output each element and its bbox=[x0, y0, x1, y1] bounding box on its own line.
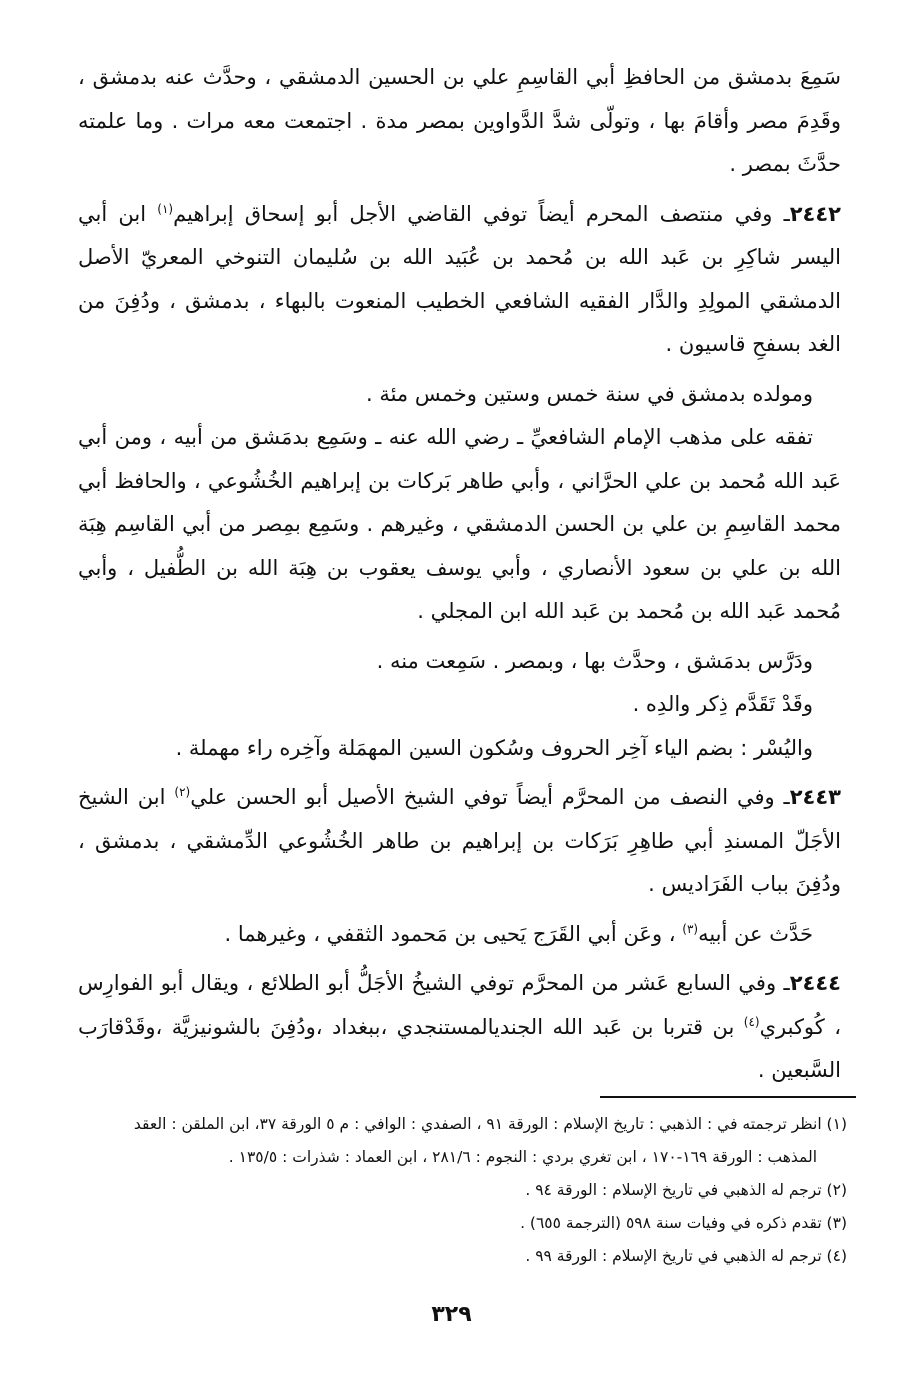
entry-2442 bbox=[78, 193, 841, 367]
footnote-divider bbox=[600, 1096, 856, 1098]
footnote-2: (٢) ترجم له الذهبي في تاريخ الإسلام : الورقة ٩٤ . bbox=[525, 1181, 847, 1199]
page-number: ٣٢٩ bbox=[431, 1302, 472, 1327]
entry-2443 bbox=[78, 776, 841, 907]
main-text bbox=[78, 56, 841, 1093]
entry-body-text: بن قتربا بن عَبد الله الجنديالمستنجدي ،ببغداد ،ودُفِنَ بالشونيزيَّة ،وقَدْقارَب السَّبعين . bbox=[78, 1014, 841, 1082]
footnote-1-continued: المذهب : الورقة ١٦٩-١٧٠ ، ابن تغري بردي : النجوم : ٢٨١/٦ ، ابن العماد : شذرات : ١٣٥/٥ . bbox=[228, 1148, 817, 1166]
footnote-1: (١) انظر ترجمته في : الذهبي : تاريخ الإسلام : الورقة ٩١ ، الصفدي : الوافي : م ٥ الورقة ٣٧، ابن الملقن : العقد bbox=[133, 1115, 847, 1133]
footnote-marker[interactable]: (٤) bbox=[743, 1014, 760, 1029]
entry-number: ٢٤٤٣ bbox=[789, 785, 841, 809]
footnote-4: (٤) ترجم له الذهبي في تاريخ الإسلام : الورقة ٩٩ . bbox=[525, 1247, 847, 1265]
paragraph-bio-continued: سَمِعَ بدمشق من الحافظِ أبي القاسِمِ علي بن الحسين الدمشقي ، وحدَّث عنه بدمشق ، وقَدِمَ مصر وأقامَ بها ، وتولّى شدَّ الدَّواوين بمصر مدة . اجتمعت معه مرات . وما علمته حدَّثَ بمصر . bbox=[78, 65, 841, 176]
footnotes-section bbox=[78, 1108, 847, 1273]
entry-body-text: ابن الشيخ الأجَلّ المسندِ أبي طاهِرِ بَرَكات بن إبراهيم بن طاهر الخُشُوعي الدِّمشقي ، بدمشق ، ودُفِنَ بباب الفَرَاديس . bbox=[78, 785, 841, 896]
entry-number: ٢٤٤٤ bbox=[789, 971, 841, 995]
footnote-marker[interactable]: (١) bbox=[157, 201, 174, 216]
paragraph-text: حَدَّث عن أبيه bbox=[698, 921, 813, 946]
entry-heading-text: ـ وفي النصف من المحرَّم أيضاً توفي الشيخ الأصيل أبو الحسن علي bbox=[190, 785, 790, 809]
footnote-3: (٣) تقدم ذكره في وفيات سنة ٥٩٨ (الترجمة ٦٥٥) . bbox=[520, 1214, 847, 1232]
paragraph-father: وقَدْ تَقَدَّم ذِكر والدِه . bbox=[632, 692, 813, 716]
footnote-marker[interactable]: (٢) bbox=[174, 785, 191, 799]
entry-2444 bbox=[78, 962, 841, 1093]
entry-number: ٢٤٤٢ bbox=[789, 201, 841, 226]
entry-heading-text: ـ وفي السابع عَشر من المحرَّم توفي الشيخُ الأجَلُّ أبو الطلائع ، ويقال أبو الفوارِس ، كُوكبري bbox=[78, 971, 841, 1039]
paragraph-hadith bbox=[78, 913, 841, 957]
footnote-marker[interactable]: (٣) bbox=[682, 921, 699, 936]
entry-body-text: ابن أبي اليسر شاكِرِ بن عَبد الله بن مُحمد بن عُبَيد الله بن سُليمان التنوخي المعريّ الأصل الدمشقي المولِدِ والدَّار الفقيه الشافعي الخطيب المنعوت بالبهاء ، بدمشق ، ودُفِنَ من الغد بسفحِ قاسيون . bbox=[78, 201, 841, 356]
paragraph-study: تفقه على مذهب الإمام الشافعيِّ ـ رضي الله عنه ـ وسَمِع بدمَشق من أبيه ، ومن أبي عَبد الله مُحمد بن علي الحرَّاني ، وأبي طاهر بَركات بن إبراهيم الخُشُوعي ، والحافظ أبي محمد القاسِمِ بن علي بن الحسن الدمشقي ، وغيرهم . وسَمِع بمِصر من أبي القاسِم هِبَة الله بن علي بن سعود الأنصاري ، وأبي يوسف يعقوب بن هِبَة الله بن الطُّفيل ، وأبي مُحمد عَبد الله بن مُحمد بن عَبد الله ابن المجلي . bbox=[78, 425, 841, 623]
paragraph-birth: ومولده بدمشق في سنة خمس وستين وخمس مئة . bbox=[365, 381, 813, 406]
paragraph-text: ، وعَن أبي القَرَج يَحيى بن مَحمود الثقفي ، وغيرهما . bbox=[224, 921, 676, 946]
paragraph-yusr-note: واليُسْر : بضم الياء آخِر الحروف وسُكون السين المهمَلة وآخِره راء مهملة . bbox=[175, 735, 813, 760]
entry-heading-text: ـ وفي منتصف المحرم أيضاً توفي القاضي الأجل أبو إسحاق إبراهيم bbox=[173, 201, 790, 226]
paragraph-taught: ودَرَّس بدمَشق ، وحدَّث بها ، وبمصر . سَمِعت منه . bbox=[376, 648, 813, 673]
